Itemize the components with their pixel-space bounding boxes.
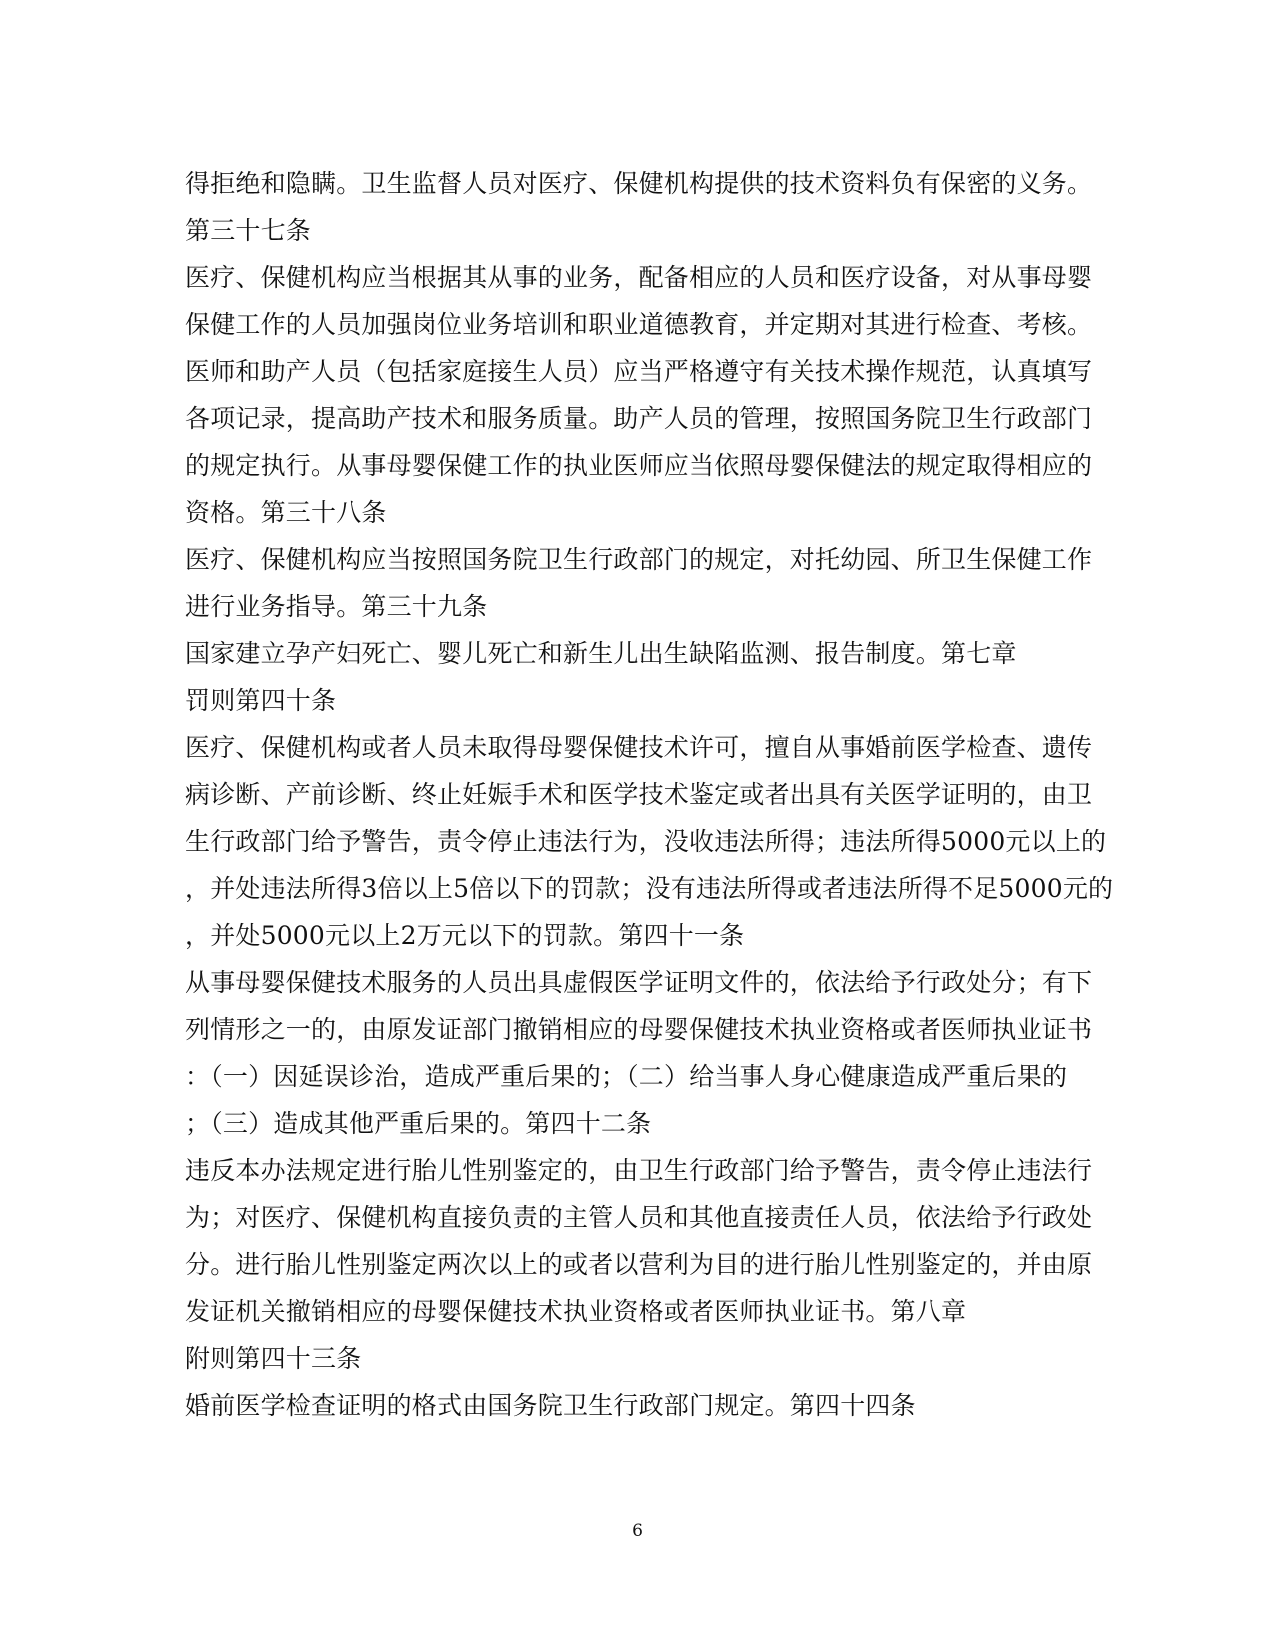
text-line: 医疗、保健机构或者人员未取得母婴保健技术许可，擅自从事婚前医学检查、遗传 [185,733,1093,762]
text-line: 分。进行胎儿性别鉴定两次以上的或者以营利为目的进行胎儿性别鉴定的，并由原 [185,1250,1093,1279]
text-line: 婚前医学检查证明的格式由国务院卫生行政部门规定。第四十四条 [185,1391,916,1420]
text-line: 医疗、保健机构应当按照国务院卫生行政部门的规定，对托幼园、所卫生保健工作 [185,545,1093,574]
text-line: 医疗、保健机构应当根据其从事的业务，配备相应的人员和医疗设备，对从事母婴 [185,263,1093,292]
text-line: 资格。第三十八条 [185,498,387,527]
text-line: 医师和助产人员（包括家庭接生人员）应当严格遵守有关技术操作规范，认真填写 [185,357,1093,386]
text-line: 国家建立孕产妇死亡、婴儿死亡和新生儿出生缺陷监测、报告制度。第七章 [185,639,1017,668]
page-number: 6 [632,1521,643,1541]
text-line: 列情形之一的，由原发证部门撤销相应的母婴保健技术执业资格或者医师执业证书 [185,1015,1093,1044]
text-line: 得拒绝和隐瞒。卫生监督人员对医疗、保健机构提供的技术资料负有保密的义务。 [185,169,1093,198]
text-line: 为；对医疗、保健机构直接负责的主管人员和其他直接责任人员，依法给予行政处 [185,1203,1093,1232]
text-line: 各项记录，提高助产技术和服务质量。助产人员的管理，按照国务院卫生行政部门 [185,404,1093,433]
text-line: 病诊断、产前诊断、终止妊娠手术和医学技术鉴定或者出具有关医学证明的，由卫 [185,780,1093,809]
text-line: 进行业务指导。第三十九条 [185,592,488,621]
text-line: ；（三）造成其他严重后果的。第四十二条 [185,1109,652,1138]
chapter-heading: 附则第四十三条 [185,1344,362,1373]
text-line: ：（一）因延误诊治，造成严重后果的；（二）给当事人身心健康造成严重后果的 [185,1062,1068,1091]
text-line: 发证机关撤销相应的母婴保健技术执业资格或者医师执业证书。第八章 [185,1297,967,1326]
body-text [185,160,1114,1429]
text-line: 从事母婴保健技术服务的人员出具虚假医学证明文件的，依法给予行政处分；有下 [185,968,1093,997]
text-line: 的规定执行。从事母婴保健工作的执业医师应当依照母婴保健法的规定取得相应的 [185,451,1093,480]
article-heading: 第三十七条 [185,216,312,245]
text-line: 保健工作的人员加强岗位业务培训和职业道德教育，并定期对其进行检查、考核。 [185,310,1093,339]
text-line: ，并处5000元以上2万元以下的罚款。第四十一条 [185,921,745,950]
text-line: 生行政部门给予警告，责令停止违法行为，没收违法所得；违法所得5000元以上的 [185,827,1107,856]
text-line: ，并处违法所得3倍以上5倍以下的罚款；没有违法所得或者违法所得不足5000元的 [185,874,1114,903]
chapter-heading: 罚则第四十条 [185,686,337,715]
text-line: 违反本办法规定进行胎儿性别鉴定的，由卫生行政部门给予警告，责令停止违法行 [185,1156,1093,1185]
